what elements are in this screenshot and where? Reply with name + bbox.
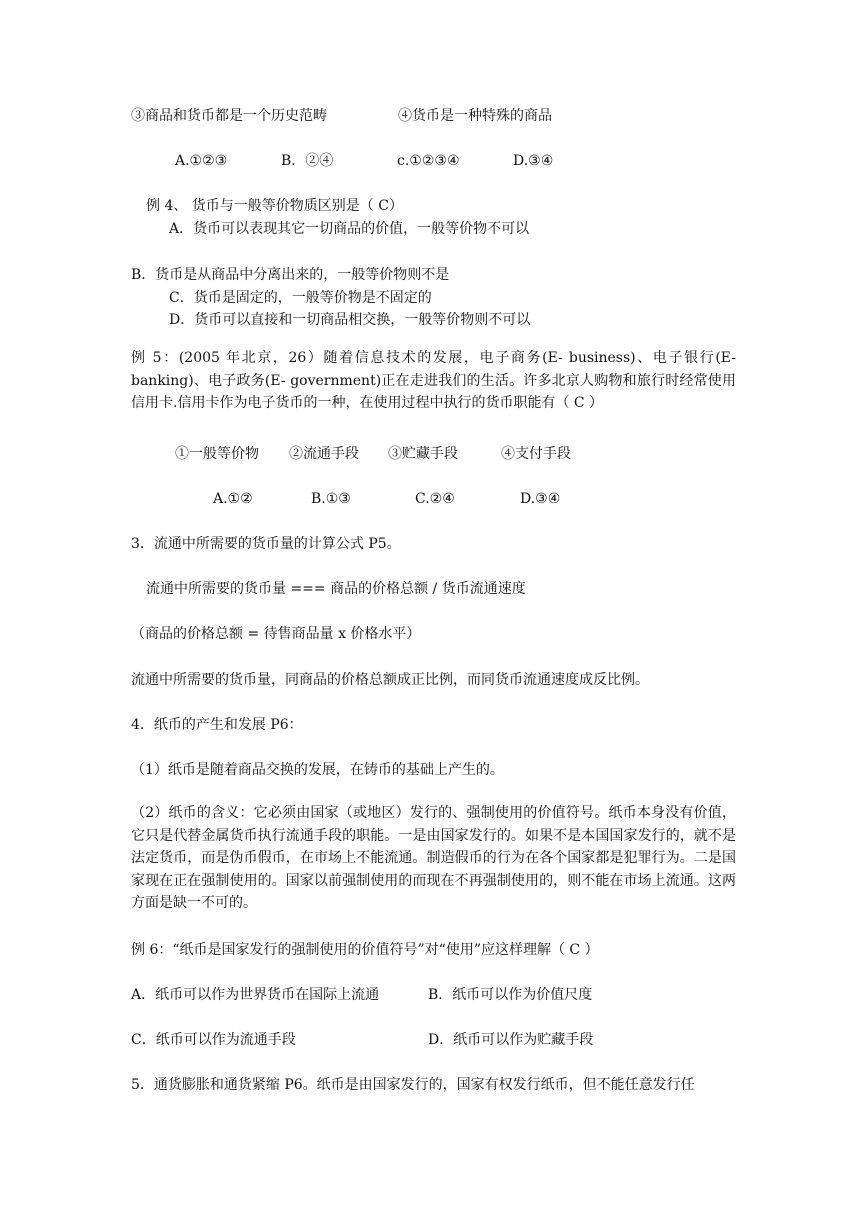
section-5-text: 5．通货膨胀和通货紧缩 P6。纸币是由国家发行的，国家有权发行纸币，但不能任意发行任 — [131, 1077, 695, 1093]
example-5-choice-b: B.①③ — [311, 491, 351, 507]
example-5-opt3: ③贮藏手段 — [388, 446, 458, 462]
example-5-choice-d: D.③④ — [520, 491, 561, 507]
example-4-option-c: C．货币是固定的，一般等价物是不固定的 — [169, 290, 432, 306]
example-4-option-b: B．货币是从商品中分离出来的，一般等价物则不是 — [131, 267, 450, 283]
option-3: ③商品和货币都是一个历史范畴 — [131, 108, 327, 124]
example-6-option-a: A．纸币可以作为世界货币在国际上流通 — [131, 987, 380, 1003]
choice-a: A.①②③ — [175, 153, 228, 169]
example-6-option-b: B．纸币可以作为价值尺度 — [428, 987, 593, 1003]
section-3-conclusion: 流通中所需要的货币量，同商品的价格总额成正比例，而同货币流通速度成反比例。 — [131, 672, 649, 688]
section-3-sub-formula: （商品的价格总额 = 待售商品量 x 价格水平） — [131, 626, 421, 642]
example-6-question: 例 6：“纸币是国家发行的强制使用的价值符号”对“使用”应这样理解（ C ） — [131, 942, 599, 958]
choice-d: D.③④ — [513, 153, 554, 169]
section-3-heading: 3．流通中所需要的货币量的计算公式 P5。 — [131, 536, 401, 552]
example-5-choice-c: C.②④ — [415, 491, 455, 507]
section-4-point-2: （2）纸币的含义：它必须由国家（或地区）发行的、强制使用的价值符号。纸币本身没有价值，它只是代替金属货币执行流通手段的职能。一是由国家发行的。如果不是本国国家发行的，就不是法定货币，而是伪币假币，在市场上不能流通。制造假币的行为在各个国家都是犯罪行为。二是国家现在正在强制使用的。国家以前强制使用的而现在不再强制使用的，则不能在市场上流通。这两方面是缺一不可的。 — [131, 805, 736, 911]
example-4-question: 例 4、 货币与一般等价物质区别是（ C） — [146, 198, 403, 214]
example-6-option-d: D．纸币可以作为贮藏手段 — [428, 1032, 594, 1048]
choice-b: B．②④ — [281, 153, 334, 169]
choice-c: c.①②③④ — [397, 153, 460, 169]
section-4-heading: 4．纸币的产生和发展 P6： — [131, 717, 303, 733]
option-4: ④货币是一种特殊的商品 — [398, 108, 552, 124]
example-5-choice-a: A.①② — [213, 491, 253, 507]
example-5-opt2: ②流通手段 — [289, 446, 359, 462]
example-6-option-c: C．纸币可以作为流通手段 — [131, 1032, 296, 1048]
example-5-opt1: ①一般等价物 — [175, 446, 259, 462]
example-4-option-d: D．货币可以直接和一切商品相交换，一般等价物则不可以 — [169, 312, 531, 328]
example-5-question: 例 5：(2005 年北京，26）随着信息技术的发展，电子商务(E- business)、电子银行(E- banking)、电子政务(E- government)正在走进我们的生活。许多北京人购物和旅行时经常使用信用卡.信用卡作为电子货币的一种，在使用过程中执行的货币职能有（ C ） — [131, 350, 736, 411]
example-4-option-a: A．货币可以表现其它一切商品的价值，一般等价物不可以 — [169, 221, 530, 237]
section-3-formula: 流通中所需要的货币量 === 商品的价格总额 / 货币流通速度 — [146, 581, 526, 597]
section-4-point-1: （1）纸币是随着商品交换的发展，在铸币的基础上产生的。 — [131, 762, 504, 778]
example-5-opt4: ④支付手段 — [501, 446, 571, 462]
